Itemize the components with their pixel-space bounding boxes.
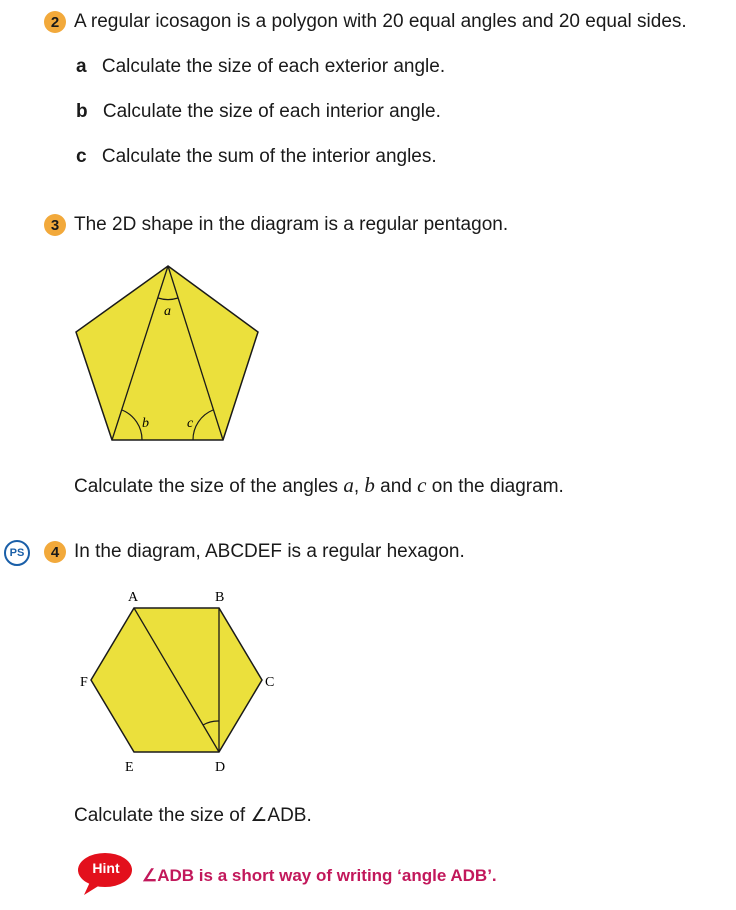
q2-prompt-n2: 20 (558, 11, 580, 32)
q2-prompt-n1: 20 (382, 11, 404, 32)
q4-instruction: Calculate the size of ∠ADB. (74, 805, 312, 826)
part-letter-b: b (76, 101, 88, 122)
hint-label: Hint (92, 860, 120, 876)
part-letter-c: c (76, 146, 87, 167)
var-b: b (364, 473, 375, 497)
var-c: c (417, 473, 427, 497)
q2-prompt-post: equal sides. (580, 11, 687, 32)
var-a: a (343, 473, 354, 497)
vertex-label-b: B (215, 590, 225, 605)
q2-prompt-mid: equal angles and (403, 11, 559, 32)
q3-instruction-post: on the diagram. (426, 476, 564, 497)
vertex-label-f: F (80, 675, 88, 690)
q4-prompt: In the diagram, ABCDEF is a regular hexagon. (74, 541, 465, 562)
vertex-label-d: D (215, 760, 226, 775)
q2-prompt-pre: A regular icosagon is a polygon with (74, 11, 383, 32)
hexagon-diagram (0, 0, 300, 790)
q3-instruction-pre: Calculate the size of the angles (74, 476, 344, 497)
part-text-a: Calculate the size of each exterior angle. (101, 56, 446, 77)
part-text-c: Calculate the sum of the interior angles. (101, 146, 437, 167)
q3-and: and (374, 476, 418, 497)
question-number-4: 4 (44, 541, 66, 563)
part-text-b: Calculate the size of each interior angle. (102, 101, 441, 122)
label-b: b (142, 416, 149, 431)
q3-sep: , (353, 476, 365, 497)
label-a: a (164, 304, 171, 319)
question-number-2: 2 (44, 11, 66, 33)
vertex-label-a: A (128, 590, 139, 605)
part-letter-a: a (76, 56, 87, 77)
vertex-label-e: E (125, 760, 134, 775)
label-c: c (187, 416, 194, 431)
problem-solving-badge: PS (4, 540, 30, 566)
question-number-3: 3 (44, 214, 66, 236)
vertex-label-c: C (265, 675, 275, 690)
q3-prompt: The 2D shape in the diagram is a regular pentagon. (74, 214, 509, 235)
hint-text: ∠ADB is a short way of writing ‘angle ADB’. (142, 866, 497, 885)
